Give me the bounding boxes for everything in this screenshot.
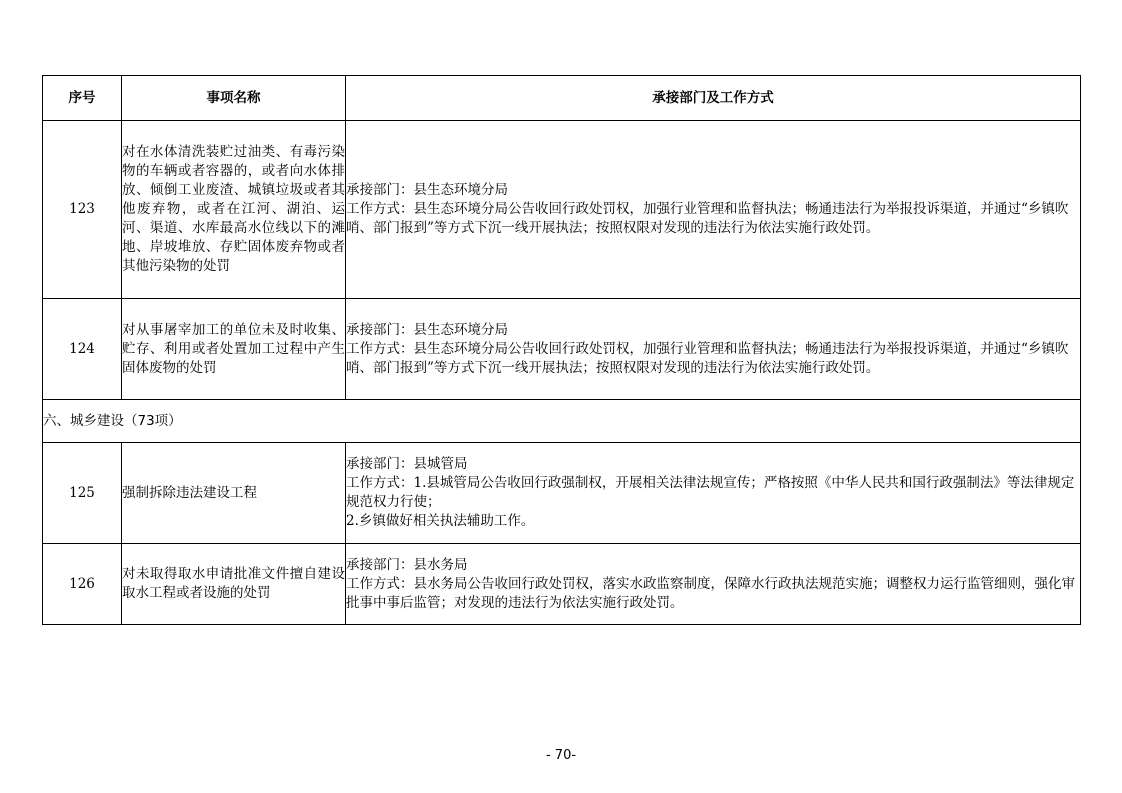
table-header-row bbox=[43, 76, 1081, 121]
row-number: 123 bbox=[43, 121, 122, 299]
department: 承接部门：县水务局 bbox=[346, 556, 468, 573]
method-cell bbox=[346, 299, 1081, 400]
work-method: 工作方式：1.县城管局公告收回行政强制权，开展相关法律法规宣传；严格按照《中华人民共和国行政强制法》等法律规定规范权力行使； bbox=[346, 475, 1075, 510]
item-name: 对未取得取水申请批准文件擅自建设取水工程或者设施的处罚 bbox=[122, 544, 346, 625]
department: 承接部门：县生态环境分局 bbox=[346, 321, 508, 338]
method-cell bbox=[346, 443, 1081, 544]
department: 承接部门：县城管局 bbox=[346, 456, 468, 472]
table-row bbox=[43, 544, 1081, 625]
row-number: 125 bbox=[43, 443, 122, 544]
header-num: 序号 bbox=[43, 76, 122, 121]
method-cell bbox=[346, 121, 1081, 299]
section-row bbox=[43, 400, 1081, 443]
item-name: 对在水体清洗装贮过油类、有毒污染物的车辆或者容器的，或者向水体排放、倾倒工业废渣、城镇垃圾或者其他废弃物，或者在江河、湖泊、运河、渠道、水库最高水位线以下的滩地、岸坡堆放、存贮固体废弃物或者其他污染物的处罚 bbox=[122, 121, 346, 299]
work-method: 工作方式：县水务局公告收回行政处罚权，落实水政监察制度，保障水行政执法规范实施；调整权力运行监管细则，强化审批事中事后监管；对发现的违法行为依法实施行政处罚。 bbox=[346, 575, 1075, 611]
item-name: 强制拆除违法建设工程 bbox=[122, 443, 346, 544]
work-method: 工作方式：县生态环境分局公告收回行政处罚权，加强行业管理和监督执法；畅通违法行为举报投诉渠道，并通过“乡镇吹哨、部门报到”等方式下沉一线开展执法；按照权限对发现的违法行为依法实施行政处罚。 bbox=[346, 201, 1069, 236]
header-method: 承接部门及工作方式 bbox=[346, 76, 1081, 121]
table-row bbox=[43, 121, 1081, 299]
page-number: - 70- bbox=[545, 748, 577, 763]
work-method-step-2: 2.乡镇做好相关执法辅助工作。 bbox=[346, 513, 535, 529]
work-method: 工作方式：县生态环境分局公告收回行政处罚权，加强行业管理和监督执法；畅通违法行为举报投诉渠道，并通过“乡镇吹哨、部门报到”等方式下沉一线开展执法；按照权限对发现的违法行为依法实施行政处罚。 bbox=[346, 340, 1069, 376]
row-number: 126 bbox=[43, 544, 122, 625]
table-row bbox=[43, 299, 1081, 400]
header-name: 事项名称 bbox=[122, 76, 346, 121]
table-row bbox=[43, 443, 1081, 544]
department: 承接部门：县生态环境分局 bbox=[346, 182, 508, 198]
row-number: 124 bbox=[43, 299, 122, 400]
method-cell bbox=[346, 544, 1081, 625]
section-title: 六、城乡建设（73项） bbox=[43, 400, 1081, 443]
item-name: 对从事屠宰加工的单位未及时收集、贮存、利用或者处置加工过程中产生固体废物的处罚 bbox=[122, 299, 346, 400]
items-table bbox=[42, 75, 1081, 625]
